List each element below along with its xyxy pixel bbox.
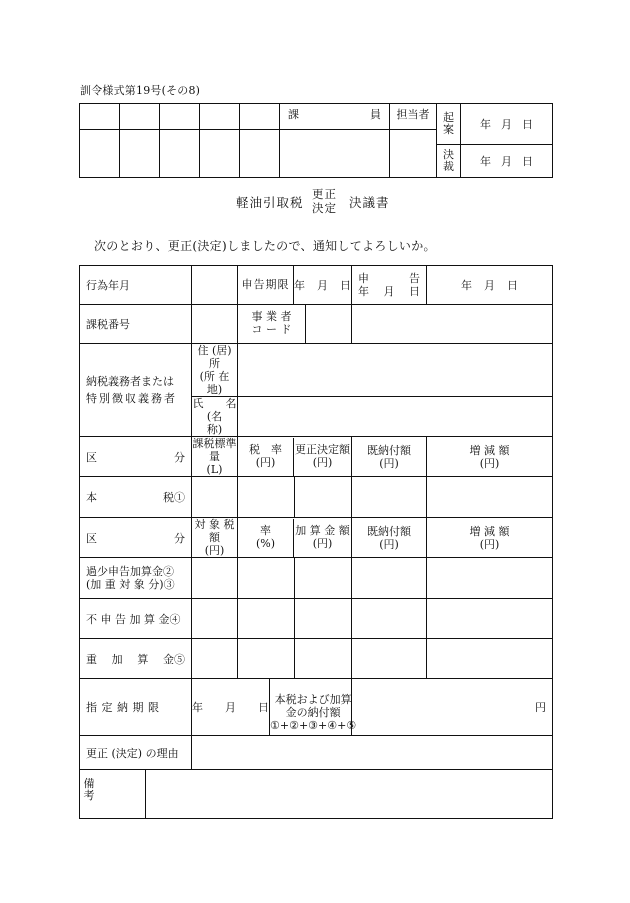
main-tax-label: 本 税①	[80, 477, 192, 518]
filing-deadline-label: 申告期限	[238, 266, 294, 304]
act-year-month-value[interactable]	[192, 266, 238, 305]
name-label: 氏 名 (名 称)	[192, 397, 245, 436]
rate-percent-header: 率 (%)	[238, 519, 294, 557]
form-number: 訓令様式第19号(その8)	[80, 84, 201, 97]
section-label: 課	[288, 108, 299, 121]
name-value[interactable]	[238, 397, 553, 437]
main-tax-change[interactable]	[427, 477, 553, 518]
section-member-stamp[interactable]	[280, 130, 390, 178]
non-filing-paid[interactable]	[352, 599, 427, 639]
draft-date[interactable]: 年 月 日	[461, 104, 553, 145]
stamp-cell[interactable]	[240, 104, 280, 130]
non-filing-rate-surcharge	[238, 599, 352, 639]
draft-label: 起 案	[437, 104, 461, 145]
under-filing-label: 過少申告加算金② (加 重 対 象 分)③	[80, 558, 192, 599]
heavy-surcharge-label: 重 加 算 金⑤	[80, 639, 192, 679]
remarks-label: 備 考	[80, 770, 146, 819]
under-filing-change[interactable]	[427, 558, 553, 599]
stamp-cell[interactable]	[120, 104, 160, 130]
tax-number-value[interactable]	[192, 305, 238, 344]
division-label: 区 分	[80, 437, 192, 477]
tax-basis-header: 課税標準量 (L)	[192, 437, 237, 476]
surcharge-header: 加 算 金 額 (円)	[295, 523, 350, 550]
payment-amount[interactable]: 円	[352, 679, 553, 736]
stamp-cell[interactable]	[80, 104, 120, 130]
heavy-surcharge-target[interactable]	[192, 639, 238, 679]
stamp-cell[interactable]	[240, 130, 280, 178]
stamp-cell[interactable]	[120, 130, 160, 178]
title-stack-top: 更正	[312, 187, 337, 201]
non-filing-label: 不 申 告 加 算 金④	[80, 599, 192, 639]
decision-label: 決 裁	[437, 145, 461, 178]
under-filing-paid[interactable]	[352, 558, 427, 599]
stamp-cell[interactable]	[160, 104, 200, 130]
decision-date[interactable]: 年 月 日	[461, 145, 553, 178]
under-filing-surcharge[interactable]	[295, 558, 351, 598]
correction-header: 更正決定額 (円)	[295, 442, 350, 469]
filing-date-label: 申 告 年 月 日	[352, 266, 427, 305]
tax-number-label: 課税番号	[80, 305, 192, 344]
title-stack-bottom: 決定	[312, 201, 337, 215]
paid-header: 既納付額 (円)	[352, 437, 427, 477]
person-in-charge-stamp[interactable]	[390, 130, 437, 178]
non-filing-target[interactable]	[192, 599, 238, 639]
title-left: 軽油引取税	[236, 195, 304, 210]
rate-surcharge-header	[238, 518, 352, 558]
main-tax-paid[interactable]	[352, 477, 427, 518]
main-tax-rate[interactable]	[238, 477, 295, 517]
division-label-2: 区 分	[80, 518, 192, 558]
target-tax-header: 対 象 税 額 (円)	[192, 518, 238, 558]
remarks-value[interactable]	[146, 770, 553, 819]
rate-correction-header	[238, 437, 352, 477]
person-in-charge-label: 担当者	[390, 104, 437, 130]
heavy-surcharge-change[interactable]	[427, 639, 553, 679]
main-table	[79, 265, 553, 819]
intro-text: 次のとおり、更正(決定)しましたので、通知してよろしいか。	[94, 239, 436, 253]
business-code-extra[interactable]	[352, 305, 553, 344]
non-filing-rate[interactable]	[238, 599, 295, 638]
stamp-cell[interactable]	[160, 130, 200, 178]
business-code-value[interactable]	[306, 305, 351, 343]
main-tax-rate-correction	[238, 477, 352, 518]
business-code-label: 事 業 者 コ ー ド	[238, 305, 306, 343]
title-right: 決議書	[349, 195, 390, 210]
non-filing-change[interactable]	[427, 599, 553, 639]
business-code-cell	[238, 305, 352, 344]
approval-table	[79, 103, 553, 178]
change-header: 増 減 額 (円)	[427, 437, 553, 477]
address-value[interactable]	[238, 344, 553, 397]
rate-header: 税 率 (円)	[238, 438, 294, 476]
stamp-cell[interactable]	[80, 130, 120, 178]
address-label: 住 (居) 所 (所 在 地)	[192, 344, 238, 397]
under-filing-rate[interactable]	[238, 558, 295, 598]
reason-label: 更正 (決定) の理由	[80, 736, 192, 770]
section-member-header	[280, 104, 390, 130]
heavy-surcharge-rate[interactable]	[238, 639, 295, 678]
title-stack	[312, 187, 337, 215]
filing-date-value[interactable]: 年 月 日	[427, 266, 553, 305]
filing-deadline-cell	[238, 266, 352, 305]
change-header-2: 増 減 額 (円)	[427, 518, 553, 558]
heavy-surcharge-amount[interactable]	[295, 639, 351, 678]
reason-value[interactable]	[192, 736, 553, 770]
heavy-surcharge-paid[interactable]	[352, 639, 427, 679]
main-tax-basis[interactable]	[192, 477, 238, 518]
filing-deadline-date[interactable]: 年 月 日	[294, 279, 351, 292]
designated-deadline-date[interactable]: 年 月 日	[192, 679, 270, 735]
member-label: 員	[370, 108, 381, 121]
stamp-cell[interactable]	[200, 130, 240, 178]
under-filing-rate-surcharge	[238, 558, 352, 599]
act-year-month-label: 行為年月	[80, 266, 192, 305]
stamp-cell[interactable]	[200, 104, 240, 130]
non-filing-surcharge[interactable]	[295, 599, 351, 638]
designated-deadline-cell	[192, 679, 357, 736]
paid-header-2: 既納付額 (円)	[352, 518, 427, 558]
taxpayer-label: 納税義務者または 特別徴収義務者	[80, 344, 192, 437]
designated-deadline-label: 指 定 納 期 限	[80, 679, 192, 736]
main-tax-correction[interactable]	[295, 477, 351, 517]
payment-formula-label: 本税および加算金の納付額 ①+②+③+④+⑤	[270, 693, 357, 732]
heavy-surcharge-rate-amount	[238, 639, 352, 679]
under-filing-target[interactable]	[192, 558, 238, 599]
